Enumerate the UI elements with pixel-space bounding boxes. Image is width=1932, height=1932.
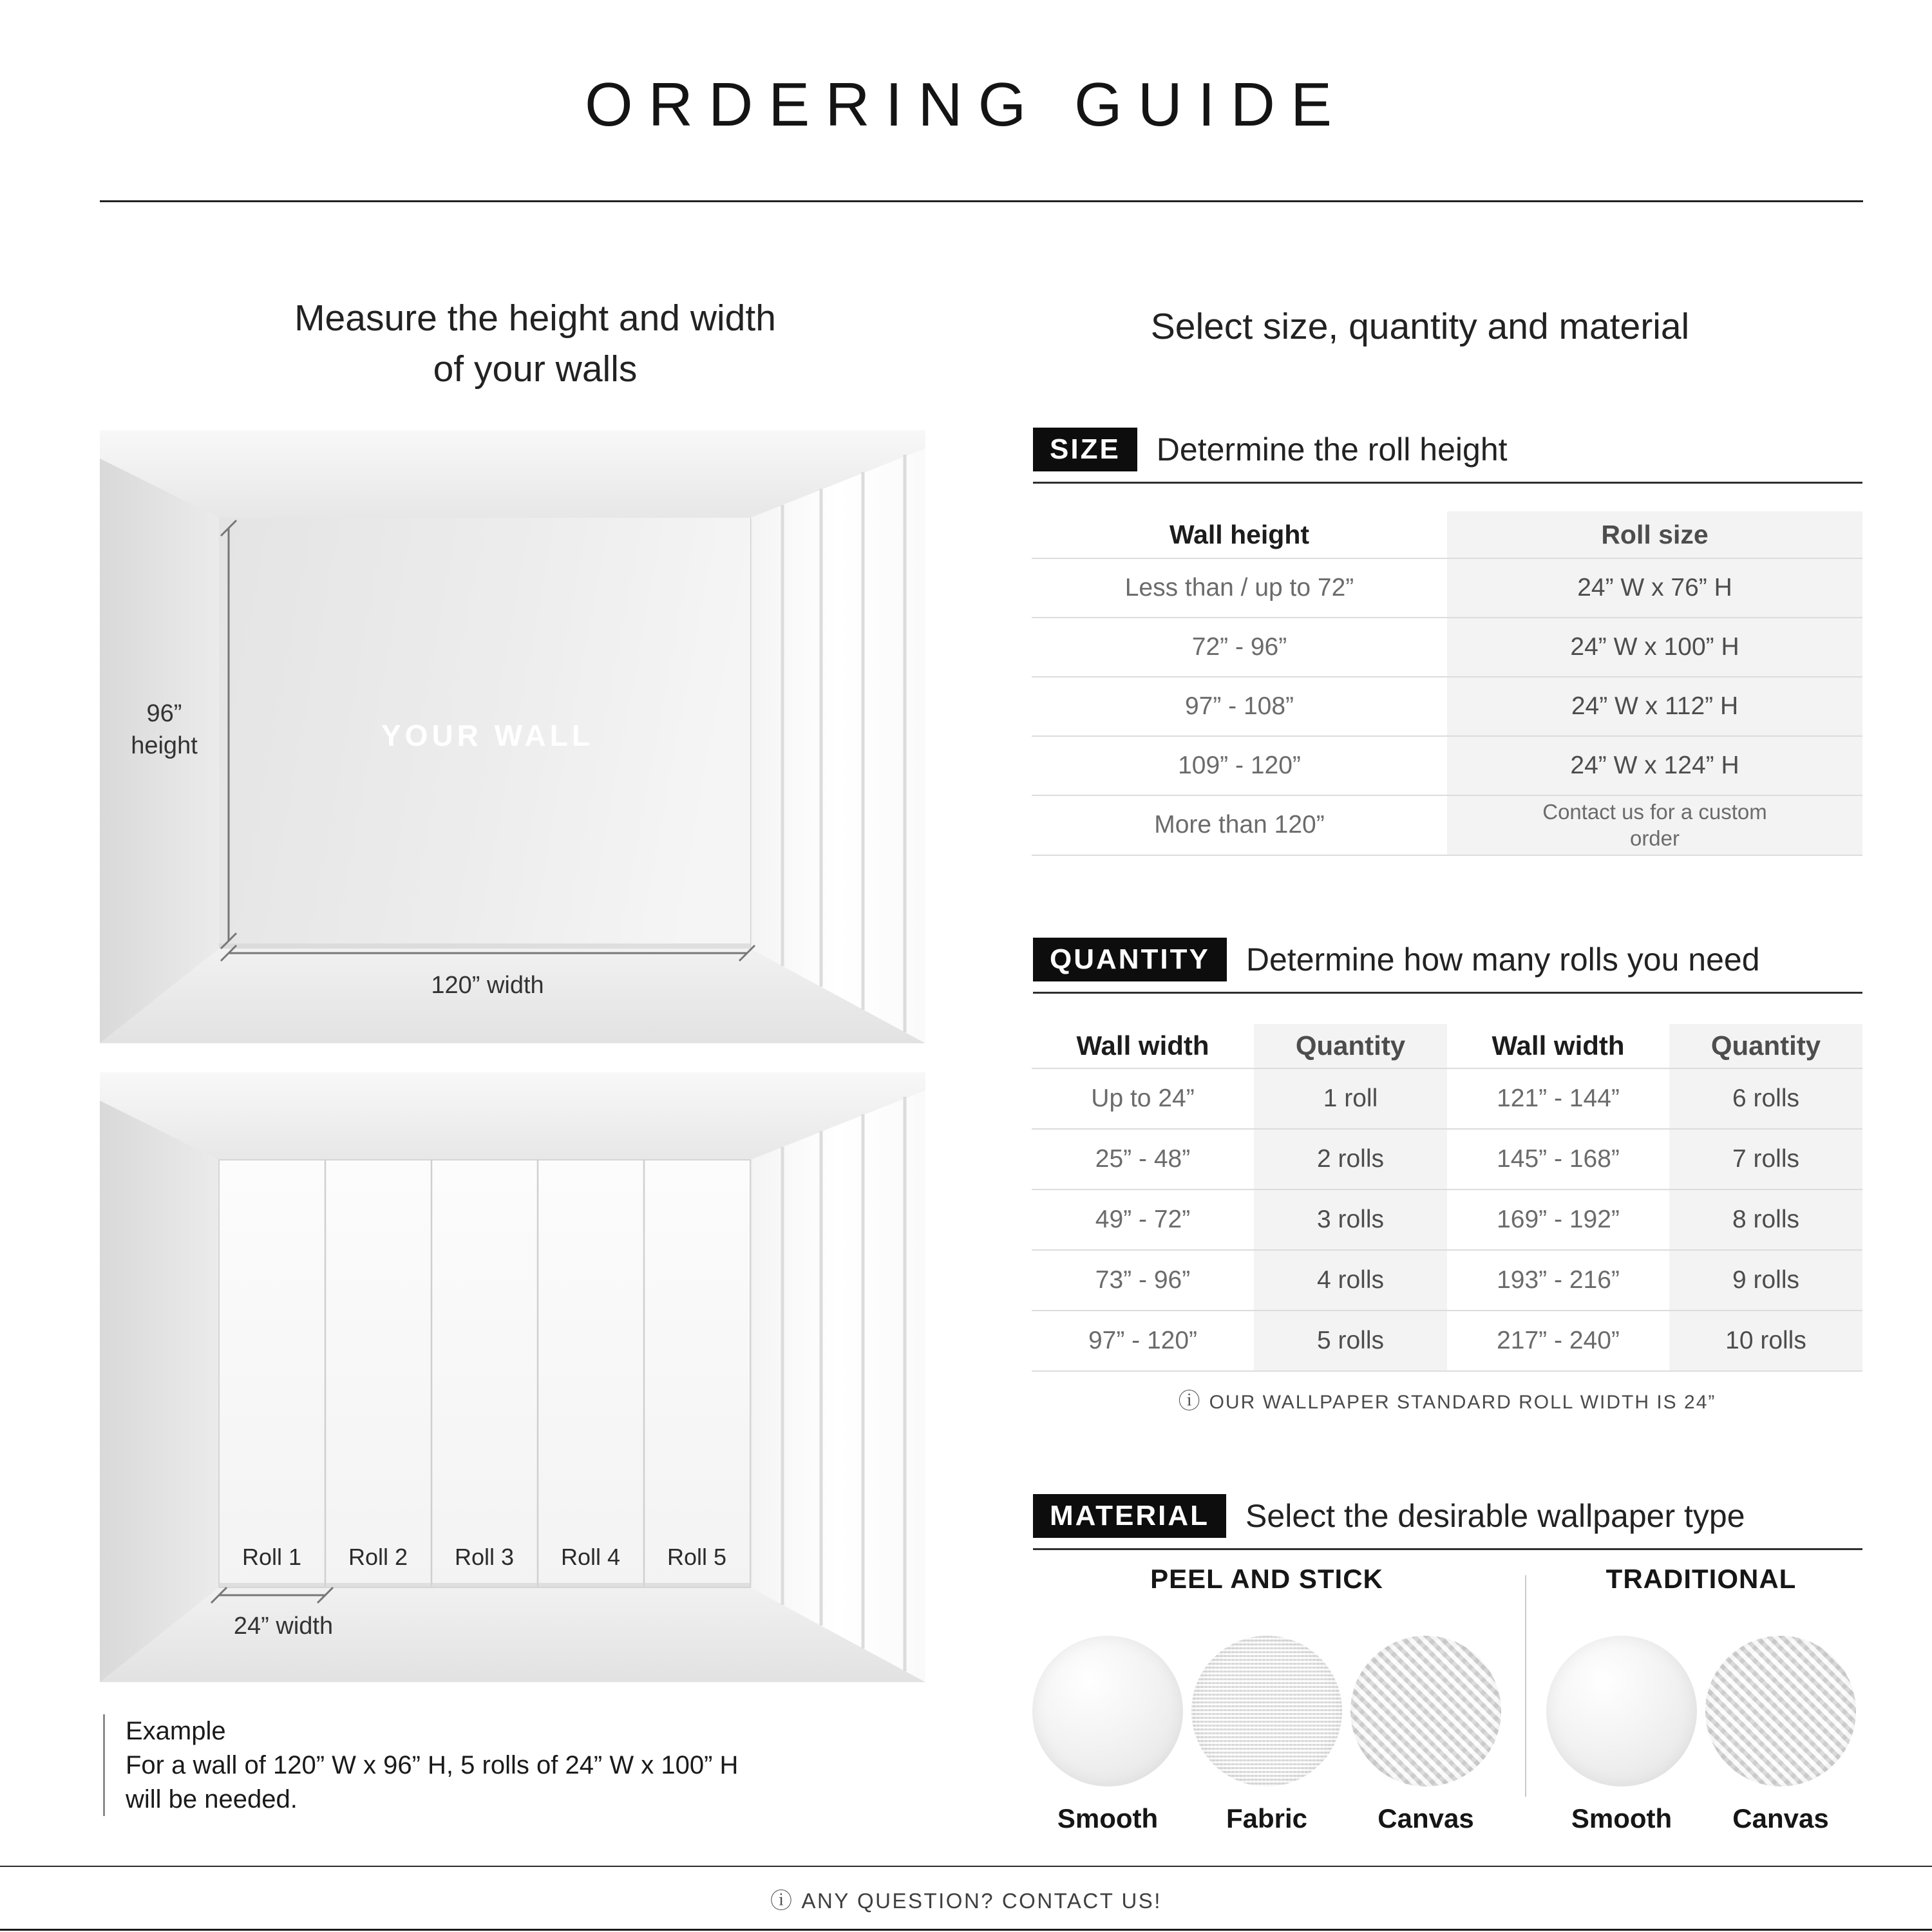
material-section-header <box>1033 1494 1862 1550</box>
wall-width-cell: 145” - 168” <box>1497 1145 1620 1173</box>
size-section-header <box>1033 428 1862 484</box>
traditional-title: TRADITIONAL <box>1605 1564 1797 1594</box>
size-table-header-row <box>1032 511 1862 559</box>
info-icon: ⓘ <box>1178 1389 1202 1414</box>
example-line2: will be needed. <box>126 1785 298 1814</box>
footer-divider-bottom <box>0 1929 1932 1931</box>
roll-size-cell: 24” W x 100” H <box>1447 618 1862 676</box>
swatch-traditional-smooth <box>1546 1636 1697 1834</box>
quantity-table <box>1032 1024 1862 1372</box>
room2-window <box>750 1090 925 1682</box>
quantity-cell: 3 rolls <box>1254 1190 1447 1249</box>
qt-col-wall-width-2: Wall width <box>1492 1030 1625 1061</box>
wall-height-cell: 97” - 108” <box>1184 692 1294 720</box>
roll-1-label: Roll 1 <box>242 1544 302 1570</box>
size-table-row <box>1032 737 1862 796</box>
swatch-label: Smooth <box>1057 1803 1159 1833</box>
right-column-heading: Select size, quantity and material <box>1150 306 1690 347</box>
fabric-texture-swatch <box>1191 1636 1342 1786</box>
info-icon: ⓘ <box>770 1889 794 1913</box>
size-table <box>1032 511 1862 856</box>
size-table-row <box>1032 796 1862 856</box>
size-col-wall-height: Wall height <box>1169 519 1310 549</box>
wall-width-cell: 49” - 72” <box>1095 1206 1191 1233</box>
peel-and-stick-swatches <box>1032 1636 1501 1834</box>
material-group-traditional <box>1546 1564 1856 1834</box>
wall-width-cell: 169” - 192” <box>1497 1206 1620 1233</box>
quantity-section-header <box>1033 938 1862 994</box>
swatch-peel-fabric <box>1191 1636 1342 1834</box>
quantity-cell: 6 rolls <box>1669 1069 1862 1128</box>
swatch-peel-canvas <box>1350 1636 1501 1834</box>
wall-height-cell: 72” - 96” <box>1191 633 1287 661</box>
quantity-cell: 7 rolls <box>1669 1130 1862 1189</box>
footer-contact-note <box>0 1883 1932 1915</box>
roll-size-cell <box>1447 796 1862 855</box>
standard-roll-width-note <box>1032 1383 1862 1415</box>
your-wall-label: YOUR WALL <box>381 719 594 752</box>
material-group-peel-and-stick <box>1032 1564 1501 1834</box>
left-heading-line1: Measure the height and width <box>294 298 776 339</box>
swatch-traditional-canvas <box>1705 1636 1856 1834</box>
quantity-cell: 8 rolls <box>1669 1190 1862 1249</box>
canvas-texture-swatch <box>1350 1636 1501 1786</box>
size-badge: SIZE <box>1033 428 1137 471</box>
quantity-cell: 9 rolls <box>1669 1251 1862 1310</box>
example-line1: For a wall of 120” W x 96” H, 5 rolls of 24” W x 100” H <box>126 1750 739 1779</box>
quantity-table-row <box>1032 1069 1862 1130</box>
wall-width-label: 120” width <box>431 972 544 999</box>
wall-width-cell: 73” - 96” <box>1095 1266 1191 1294</box>
swatch-label: Canvas <box>1732 1803 1829 1833</box>
roll-size-cell: 24” W x 112” H <box>1447 677 1862 735</box>
swatch-label: Fabric <box>1226 1803 1308 1833</box>
page-title: ORDERING GUIDE <box>584 70 1348 139</box>
wall-width-cell: 121” - 144” <box>1497 1084 1620 1112</box>
roll-size-cell: 24” W x 76” H <box>1447 559 1862 617</box>
swatch-label: Smooth <box>1571 1803 1672 1833</box>
roll-note-text: OUR WALLPAPER STANDARD ROLL WIDTH IS 24” <box>1209 1392 1716 1413</box>
wall-width-cell: 25” - 48” <box>1095 1145 1191 1173</box>
size-col-roll-size: Roll size <box>1447 511 1862 558</box>
roll-4-label: Roll 4 <box>560 1544 621 1570</box>
material-section-title: Select the desirable wallpaper type <box>1245 1498 1745 1535</box>
room-illustration-measure <box>100 430 925 1043</box>
smooth-texture-swatch <box>1032 1636 1183 1786</box>
quantity-table-row <box>1032 1190 1862 1251</box>
room2-svg <box>100 1072 925 1682</box>
qt-col-quantity-1: Quantity <box>1254 1024 1447 1068</box>
wall-width-cell: 217” - 240” <box>1497 1327 1620 1354</box>
quantity-badge: QUANTITY <box>1033 938 1227 981</box>
quantity-cell: 10 rolls <box>1669 1311 1862 1370</box>
room2-wall-shadow <box>219 1583 750 1587</box>
wall-height-value: 96” <box>146 700 182 727</box>
example-block <box>103 1714 937 1816</box>
wall-height-word: height <box>131 732 198 759</box>
title-divider <box>100 200 1863 202</box>
wallpaper-rolls-area <box>219 1160 750 1587</box>
roll-5-label: Roll 5 <box>667 1544 727 1570</box>
quantity-cell: 4 rolls <box>1254 1251 1447 1310</box>
room1-window <box>750 448 925 1043</box>
peel-and-stick-title: PEEL AND STICK <box>1150 1564 1383 1594</box>
quantity-table-row <box>1032 1311 1862 1372</box>
qt-col-quantity-2: Quantity <box>1669 1024 1862 1068</box>
left-heading-line2: of your walls <box>433 348 638 390</box>
room1-svg <box>100 430 925 1043</box>
quantity-table-row <box>1032 1130 1862 1190</box>
wall-height-cell: 109” - 120” <box>1178 752 1301 779</box>
quantity-section-title: Determine how many rolls you need <box>1245 942 1760 978</box>
custom-order-note: Contact us for a custom order <box>1542 800 1767 851</box>
quantity-cell: 2 rolls <box>1254 1130 1447 1189</box>
roll-size-cell: 24” W x 124” H <box>1447 737 1862 795</box>
footer-text: ANY QUESTION? CONTACT US! <box>801 1889 1162 1913</box>
roll-width-label: 24” width <box>233 1613 334 1640</box>
wall-width-cell: 193” - 216” <box>1497 1266 1620 1294</box>
size-table-row <box>1032 677 1862 737</box>
room1-wall-shadow <box>219 943 750 949</box>
room2-left-wall <box>100 1101 219 1682</box>
left-column-heading <box>122 293 948 394</box>
quantity-table-header-row <box>1032 1024 1862 1069</box>
swatch-peel-smooth <box>1032 1636 1183 1834</box>
wall-width-cell: Up to 24” <box>1091 1084 1195 1112</box>
wall-height-cell: Less than / up to 72” <box>1124 574 1354 601</box>
size-table-row <box>1032 559 1862 618</box>
traditional-swatches <box>1546 1636 1856 1834</box>
size-section-title: Determine the roll height <box>1156 431 1508 468</box>
wall-height-cell: More than 120” <box>1154 811 1325 839</box>
roll-2-label: Roll 2 <box>348 1544 408 1570</box>
canvas-texture-swatch <box>1705 1636 1856 1786</box>
material-group-divider <box>1525 1575 1526 1797</box>
qt-col-wall-width-1: Wall width <box>1076 1030 1209 1061</box>
size-table-row <box>1032 618 1862 677</box>
quantity-cell: 5 rolls <box>1254 1311 1447 1370</box>
example-title: Example <box>126 1717 226 1745</box>
room-illustration-rolls <box>100 1072 925 1682</box>
swatch-label: Canvas <box>1378 1803 1474 1833</box>
footer-divider-top <box>0 1866 1932 1867</box>
smooth-texture-swatch <box>1546 1636 1697 1786</box>
roll-3-label: Roll 3 <box>454 1544 515 1570</box>
wall-width-cell: 97” - 120” <box>1088 1327 1198 1354</box>
material-badge: MATERIAL <box>1033 1494 1226 1538</box>
quantity-cell: 1 roll <box>1254 1069 1447 1128</box>
quantity-table-row <box>1032 1251 1862 1311</box>
